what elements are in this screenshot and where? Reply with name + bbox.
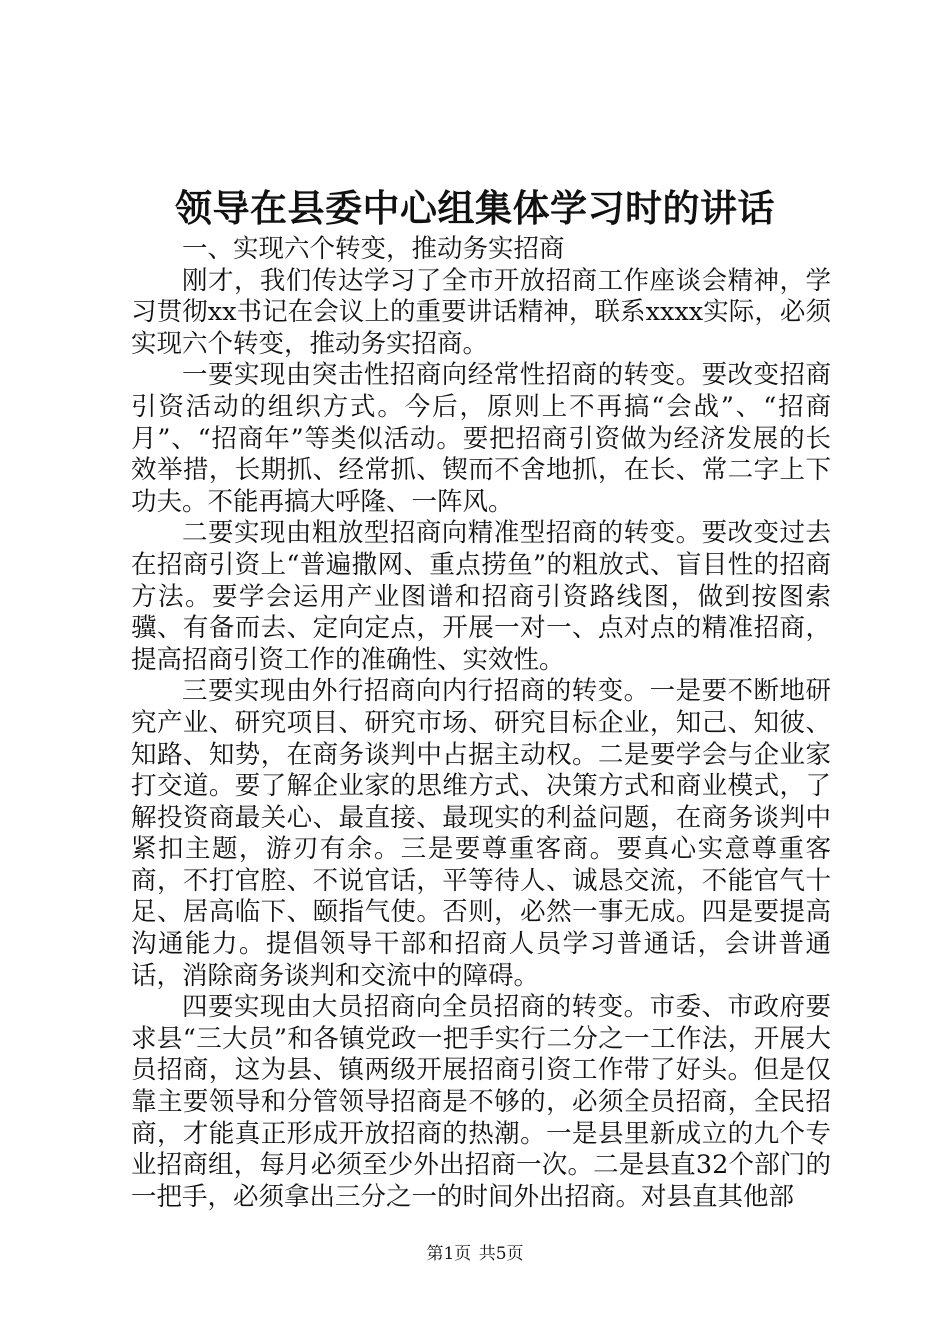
- section-heading: 一、实现六个转变，推动务实招商: [182, 234, 565, 264]
- paragraph: 三要实现由外行招商向内行招商的转变。一是要不断地研究产业、研究项目、研究市场、研究目标企业，知己、知彼、知路、知势，在商务谈判中占据主动权。二是要学会与企业家打交道。要了解企业家的思维方式、决策方式和商业模式，了解投资商最关心、最直接、最现实的利益问题，在商务谈判中紧扣主题，游刃有余。三是要尊重客商。要真心实意尊重客商，不打官腔、不说官话，平等待人、诚恳交流，不能官气十足、居高临下、颐指气使。否则，必然一事无成。四是要提高沟通能力。提倡领导干部和招商人员学习普通话，会讲普通话，消除商务谈判和交流中的障碍。: [131, 676, 831, 991]
- document-title: 领导在县委中心组集体学习时的讲话: [175, 186, 775, 230]
- paragraph: 四要实现由大员招商向全员招商的转变。市委、市政府要求县“三大员”和各镇党政一把手实行二分之一工作法，开展大员招商，这为县、镇两级开展招商引资工作带了好头。但是仅靠主要领导和分管领导招商是不够的，必须全员招商，全民招商，才能真正形成开放招商的热潮。一是县里新成立的九个专业招商组，每月必须至少外出招商一次。二是县直32个部门的一把手，必须拿出三分之一的时间外出招商。对县直其他部: [131, 992, 831, 1212]
- paragraph: 二要实现由粗放型招商向精准型招商的转变。要改变过去在招商引资上“普遍撒网、重点捞鱼”的粗放式、盲目性的招商方法。要学会运用产业图谱和招商引资路线图，做到按图索骥、有备而去、定向定点，开展一对一、点对点的精准招商，提高招商引资工作的准确性、实效性。: [131, 518, 831, 675]
- paragraph: 一要实现由突击性招商向经常性招商的转变。要改变招商引资活动的组织方式。今后，原则上不再搞“会战”、“招商月”、“招商年”等类似活动。要把招商引资做为经济发展的长效举措，长期抓、经常抓、锲而不舍地抓，在长、常二字上下功夫。不能再搞大呼隆、一阵风。: [131, 360, 831, 517]
- paragraph: 刚才，我们传达学习了全市开放招商工作座谈会精神，学习贯彻xx书记在会议上的重要讲话精神，联系xxxx实际，必须实现六个转变，推动务实招商。: [131, 265, 831, 359]
- document-body: [131, 234, 831, 1213]
- page-number: 第1页: [426, 1244, 472, 1264]
- page-total: 共5页: [478, 1244, 524, 1264]
- page-footer: [0, 1242, 950, 1266]
